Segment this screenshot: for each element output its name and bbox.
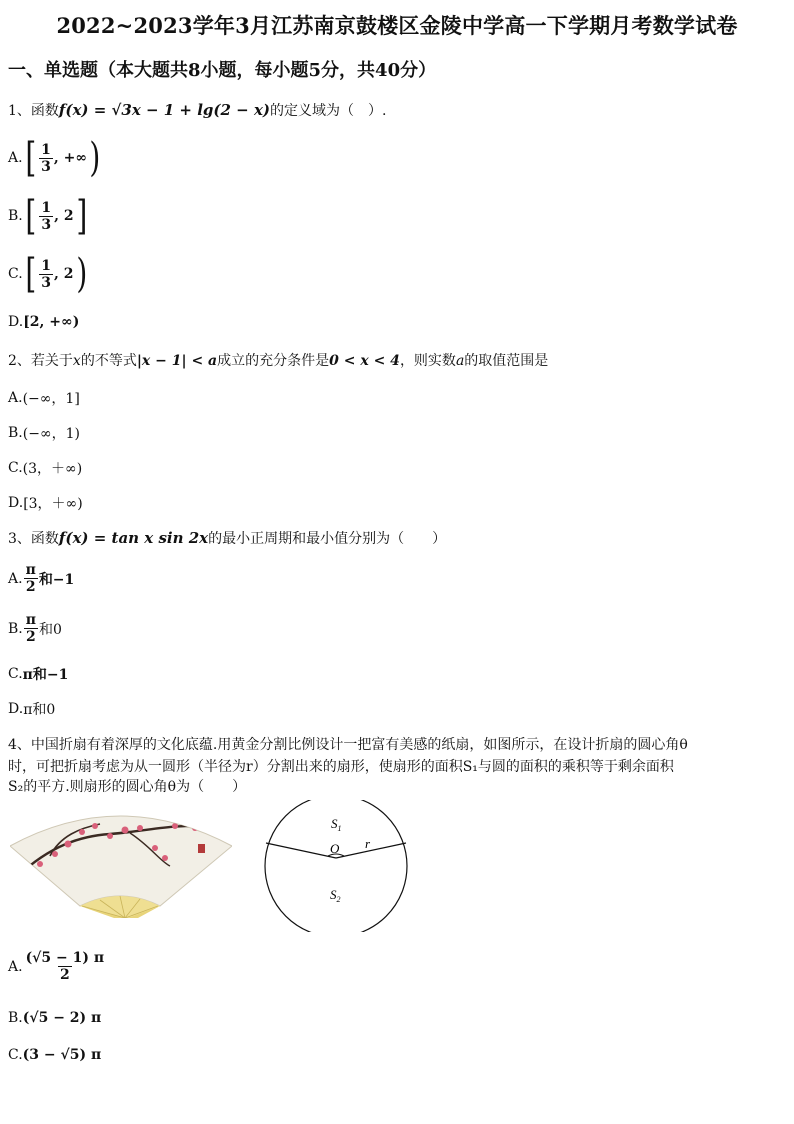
option-label: A. xyxy=(8,570,23,587)
option-label: B. xyxy=(8,425,23,441)
bracket: ) xyxy=(75,251,87,297)
question-1 xyxy=(8,100,386,120)
question-text: 的最小正周期和最小值分别为（ ） xyxy=(208,531,447,547)
math-variable: x xyxy=(72,353,81,369)
option-c[interactable] xyxy=(8,1047,101,1063)
question-number: 1、 xyxy=(8,103,31,119)
option-c[interactable] xyxy=(8,664,68,684)
option-value: [2, +∞) xyxy=(23,314,80,330)
option-value: (3 − √5) π xyxy=(22,1047,102,1063)
option-value: , +∞ xyxy=(53,150,88,166)
fraction: $\frac{\pi}{2}$ xyxy=(25,612,36,645)
folding-fan-image xyxy=(10,806,232,918)
label-s2: $S_2$ xyxy=(330,887,341,904)
option-c[interactable] xyxy=(8,251,89,297)
option-label: A. xyxy=(8,390,23,406)
option-label: B. xyxy=(8,620,23,637)
radius-line xyxy=(336,843,406,858)
question-4-line-3: S₂的平方.则扇形的圆心角θ为（ ） xyxy=(8,779,247,795)
option-d[interactable] xyxy=(8,493,83,513)
option-label: C. xyxy=(8,266,23,282)
question-text: 若关于 xyxy=(30,353,73,369)
option-value: 和0 xyxy=(39,621,62,638)
option-value: π和0 xyxy=(23,702,56,718)
option-label: C. xyxy=(8,1047,23,1063)
question-text: 函数 xyxy=(30,531,59,547)
option-b[interactable] xyxy=(8,193,89,239)
question-number: 2、 xyxy=(8,353,31,369)
fraction: $\frac{\pi}{2}$ xyxy=(25,562,36,595)
option-value: , 2 xyxy=(54,266,74,282)
option-value: [3，＋∞) xyxy=(23,496,83,512)
option-label: A. xyxy=(8,150,23,166)
exam-title: 2022~2023学年3月江苏南京鼓楼区金陵中学高一下学期月考数学试卷 xyxy=(56,13,738,38)
option-value: (−∞，1) xyxy=(22,426,80,442)
question-text: ，则实数 xyxy=(399,353,456,369)
fraction: $\frac{1}{3}$ xyxy=(41,199,52,233)
option-label: C. xyxy=(8,460,23,476)
option-value: 和−1 xyxy=(38,571,75,588)
option-b[interactable] xyxy=(8,1010,101,1026)
option-value: (3，＋∞) xyxy=(22,461,83,477)
label-s1: $S_1$ xyxy=(331,816,342,833)
question-text: 的定义域为（ ）. xyxy=(270,103,387,119)
section-heading: 一、单选题（本大题共8小题，每小题5分，共40分） xyxy=(8,60,437,81)
sector-diagram xyxy=(262,800,410,932)
option-label: D. xyxy=(8,495,24,511)
bracket: [ xyxy=(25,251,36,297)
bracket: [ xyxy=(25,193,37,239)
radius-line xyxy=(266,843,336,858)
option-label: A. xyxy=(8,958,23,975)
question-2 xyxy=(8,350,548,370)
fraction: $\frac{1}{3}$ xyxy=(41,141,51,175)
math-expression: |x − 1| < a xyxy=(136,353,218,369)
math-variable: a xyxy=(455,353,465,369)
option-value: (√5 − 2) π xyxy=(22,1010,102,1026)
math-expression: 0 < x < 4 xyxy=(329,353,400,369)
option-a[interactable] xyxy=(8,562,74,595)
option-value: , 2 xyxy=(54,208,74,224)
option-label: B. xyxy=(8,1010,23,1026)
label-center: O xyxy=(330,841,340,856)
bracket: ] xyxy=(75,193,87,239)
question-text: 成立的充分条件是 xyxy=(217,353,330,369)
option-label: C. xyxy=(8,666,23,682)
question-text: 的取值范围是 xyxy=(464,353,549,369)
question-number: 3、 xyxy=(8,531,31,547)
fan-paper xyxy=(10,816,232,906)
label-radius: r xyxy=(365,836,371,851)
question-3 xyxy=(8,528,446,548)
bracket: [ xyxy=(24,135,36,181)
option-a[interactable] xyxy=(8,950,107,983)
option-value: (−∞，1] xyxy=(22,391,80,407)
question-text: 函数 xyxy=(30,103,59,119)
option-label: D. xyxy=(8,314,24,330)
option-c[interactable] xyxy=(8,458,82,478)
option-d[interactable] xyxy=(8,314,79,330)
question-text: 的不等式 xyxy=(80,353,137,369)
math-expression: f(x) = tan x sin 2x xyxy=(58,529,209,547)
question-4-line-2: 时，可把折扇考虑为从一圆形（半径为r）分割出来的扇形，使扇形的面积S₁与圆的面积的乘积等于剩余面积 xyxy=(8,759,674,775)
question-4-line-1: 4、中国折扇有着深厚的文化底蕴.用黄金分割比例设计一把富有美感的纸扇，如图所示，在设计折扇的圆心角θ xyxy=(8,737,688,753)
fraction: $\frac{(√5 - 1) \pi}{2}$ xyxy=(25,950,105,983)
option-a[interactable] xyxy=(8,135,103,181)
math-expression: f(x) = √3x − 1 + lg(2 − x) xyxy=(58,101,270,119)
fraction: $\frac{1}{3}$ xyxy=(41,257,52,291)
option-a[interactable] xyxy=(8,388,80,408)
option-label: B. xyxy=(8,208,23,224)
option-b[interactable] xyxy=(8,612,62,645)
option-label: D. xyxy=(8,701,24,717)
option-value: π和−1 xyxy=(22,667,69,683)
option-d[interactable] xyxy=(8,699,55,719)
option-b[interactable] xyxy=(8,423,80,443)
bracket: ) xyxy=(89,135,101,181)
